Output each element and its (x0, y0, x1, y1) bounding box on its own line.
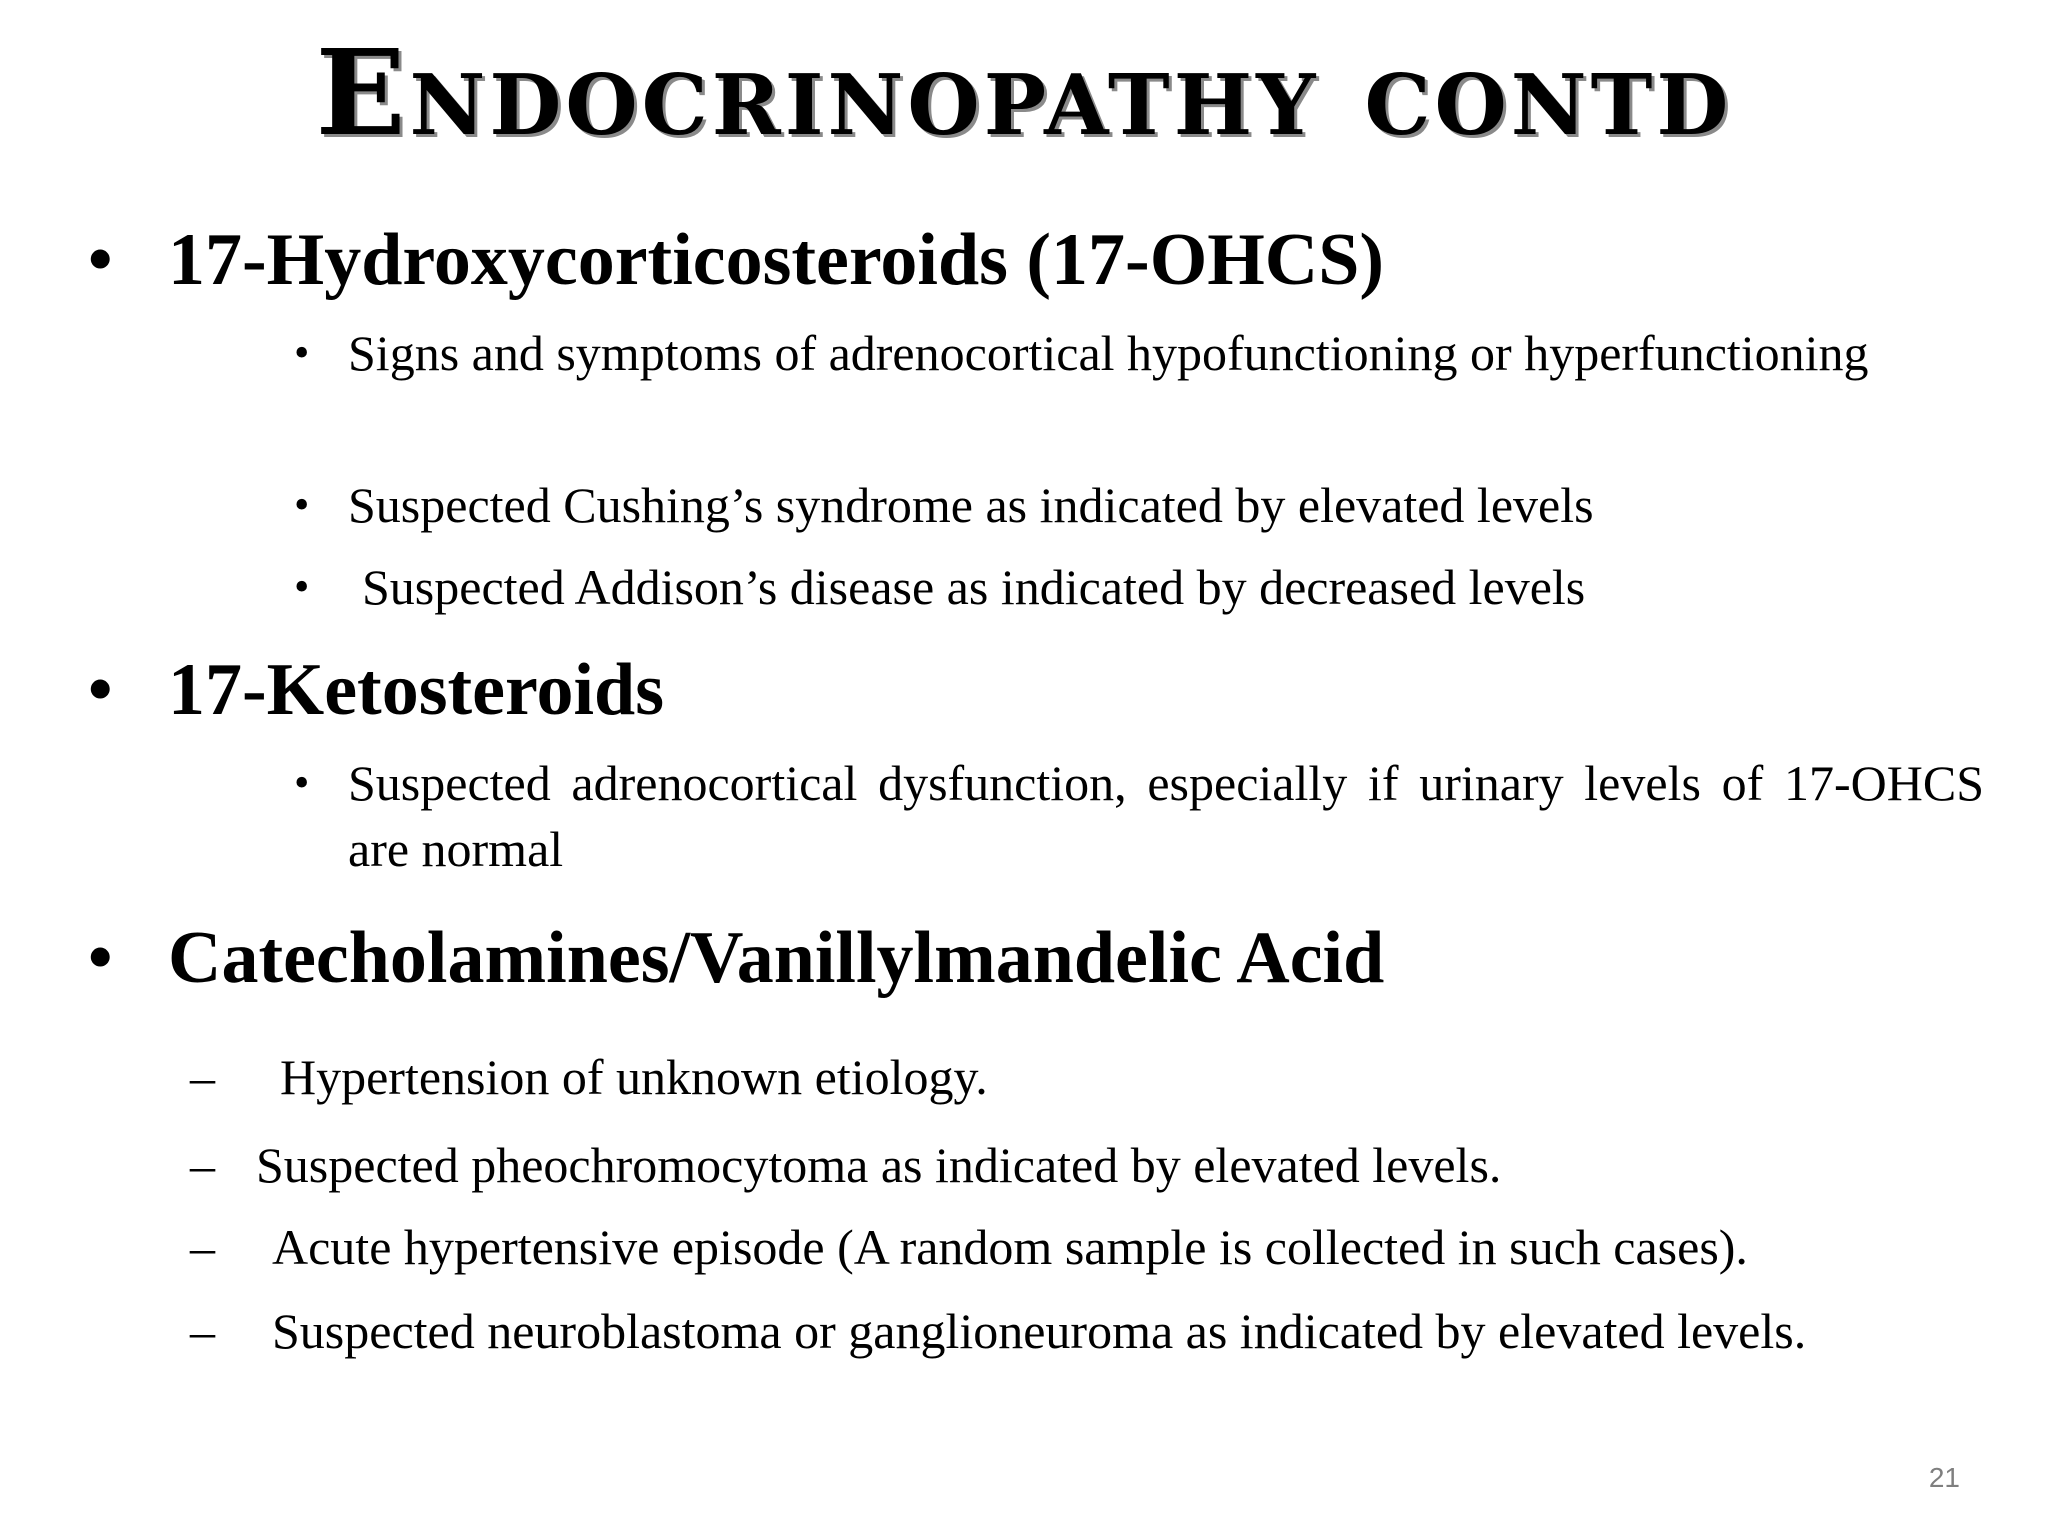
section-heading-text: 17-Ketosteroids (168, 649, 664, 731)
list-item (294, 320, 1984, 386)
bullet-icon: • (294, 328, 310, 377)
section-heading-text: 17-Hydroxycorticosteroids (17-OHCS) (168, 219, 1385, 301)
list-item-text: Acute hypertensive episode (A random sample is collected in such cases). (272, 1219, 1748, 1275)
dash-icon: – (190, 1219, 215, 1275)
list-item-text: Signs and symptoms of adrenocortical hypofunctioning or hyperfunctioning (348, 325, 1869, 381)
list-item-text: Suspected adrenocortical dysfunction, especially if urinary levels of 17-OHCS are normal (348, 755, 1984, 877)
bullet-icon: • (294, 758, 310, 807)
bullet-icon: • (294, 480, 310, 529)
list-item-text: Suspected neuroblastoma or ganglioneuroma as indicated by elevated levels. (272, 1303, 1807, 1359)
list-item-text: Hypertension of unknown etiology. (280, 1049, 988, 1105)
dash-icon: – (190, 1137, 215, 1193)
dash-icon: – (190, 1049, 215, 1105)
bullet-icon: • (294, 562, 310, 611)
slide-title: Endocrinopathy contd (315, 23, 1733, 162)
bullet-icon: • (88, 651, 113, 728)
page-number: 21 (1928, 1462, 1960, 1493)
dash-icon: – (190, 1303, 215, 1359)
list-item-text: Suspected pheochromocytoma as indicated by elevated levels. (256, 1137, 1502, 1193)
list-item (294, 750, 1984, 882)
list-item-text: Suspected Addison’s disease as indicated by decreased levels (362, 559, 1586, 615)
bullet-icon: • (88, 221, 113, 298)
list-item (294, 554, 1984, 620)
bullet-icon: • (88, 919, 113, 996)
list-item (294, 472, 1984, 538)
section-heading-text: Catecholamines/Vanillylmandelic Acid (168, 917, 1385, 999)
list-item-text: Suspected Cushing’s syndrome as indicated by elevated levels (348, 477, 1594, 533)
